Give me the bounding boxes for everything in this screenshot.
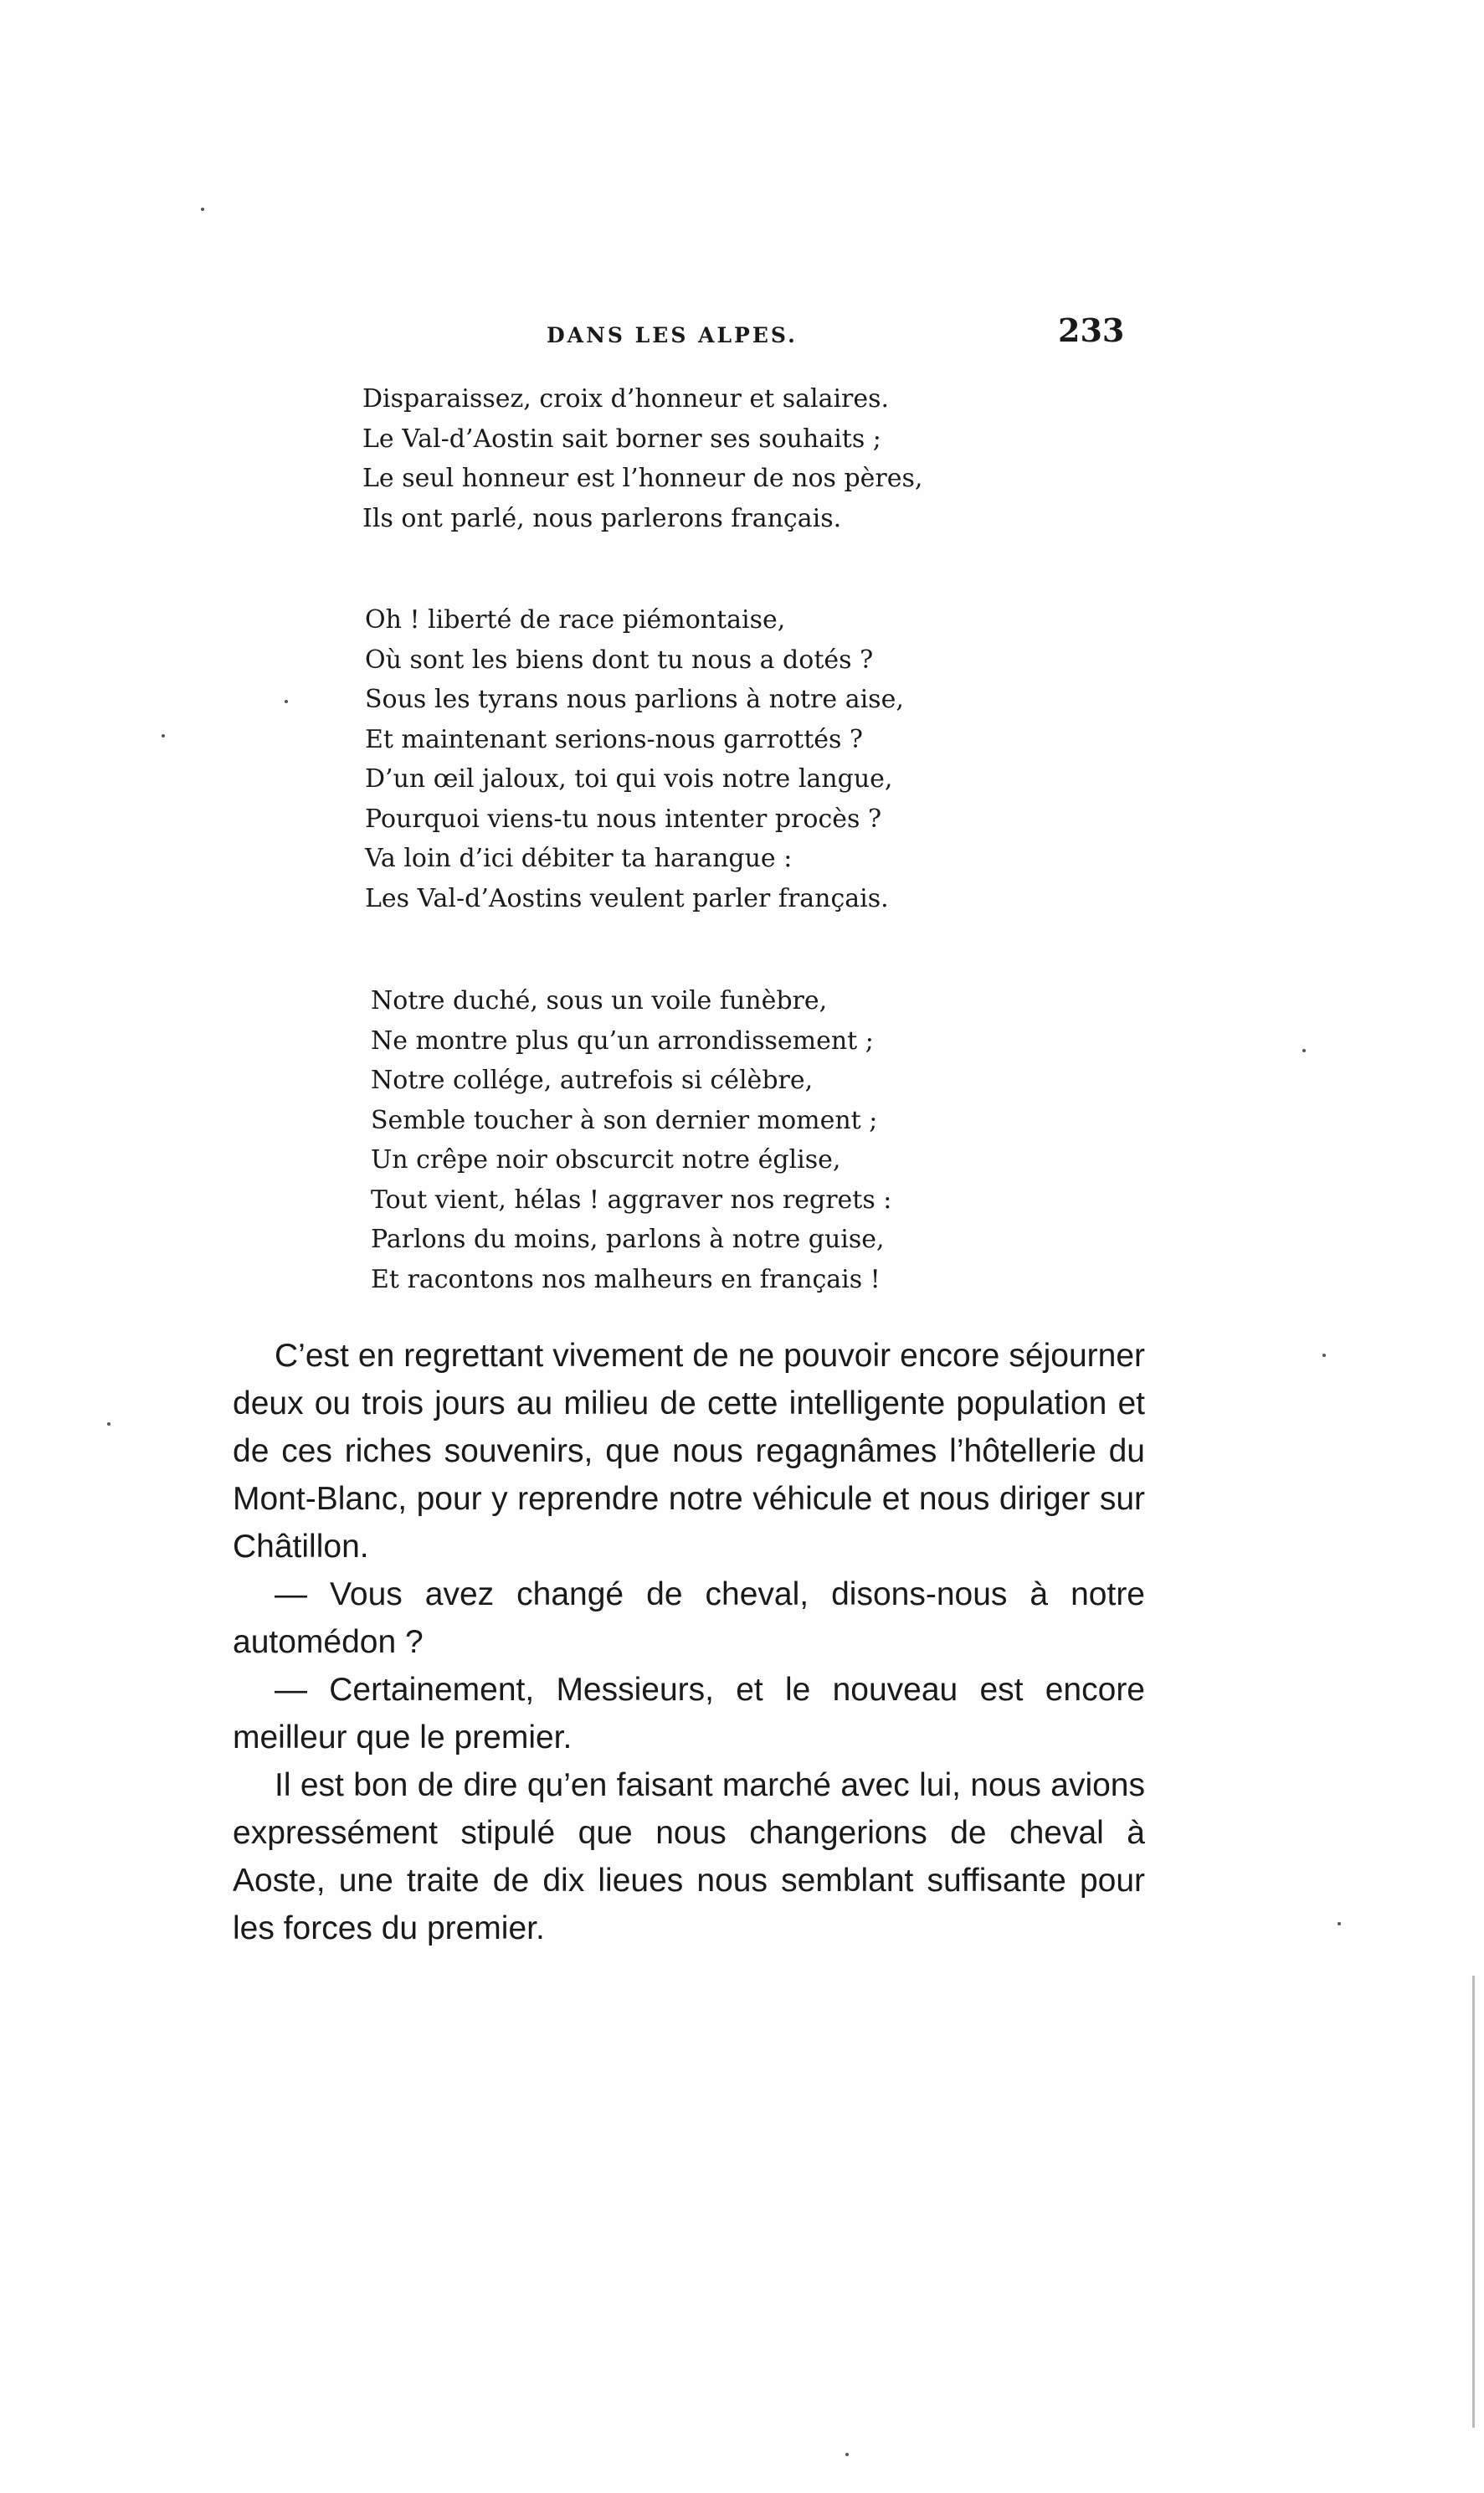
verse-line: Ne montre plus qu’un arrondissement ; <box>371 1025 874 1056</box>
poem-stanza-3 <box>371 981 891 1299</box>
scan-speck <box>1338 1922 1341 1925</box>
page-number: 233 <box>1058 311 1125 349</box>
prose-paragraph: Il est bon de dire qu’en faisant marché avec lui, nous avions expressément stipulé que nous changerions de cheval à Aoste, une traite de dix lieues nous semblant suffisante pour les forces du premier. <box>233 1767 1145 1946</box>
verse-line: Notre collége, autrefois si célèbre, <box>371 1066 814 1095</box>
verse-line: Le Val-d’Aostin sait borner ses souhaits ; <box>362 424 881 454</box>
prose-paragraph: C’est en regrettant vivement de ne pouvoir encore séjourner deux ou trois jours au milieu de cette intelligente population et de ces riches souvenirs, que nous regagnâmes l’hôtellerie du Mont-Blanc, pour y reprendre notre véhicule et nous diriger sur Châtillon. <box>233 1338 1145 1565</box>
scan-speck <box>285 700 288 703</box>
scan-speck <box>1322 1354 1326 1357</box>
verse-line: Semble toucher à son dernier moment ; <box>371 1105 878 1135</box>
verse-line: Et racontons nos malheurs en français ! <box>371 1264 881 1294</box>
verse-line: D’un œil jaloux, toi qui vois notre langue, <box>365 764 893 794</box>
poem-stanza-2 <box>365 600 904 918</box>
scan-speck <box>201 208 204 211</box>
prose-body <box>233 1332 1145 1952</box>
verse-line: Parlons du moins, parlons à notre guise, <box>371 1225 885 1254</box>
poem-stanza-1 <box>362 379 922 538</box>
verse-line: Les Val-d’Aostins veulent parler français. <box>365 883 889 913</box>
verse-line: Sous les tyrans nous parlions à notre aise, <box>365 685 904 714</box>
verse-line: Le seul honneur est l’honneur de nos pères, <box>362 464 923 493</box>
scan-speck <box>845 2453 849 2456</box>
scan-speck <box>107 1422 110 1426</box>
verse-line: Ils ont parlé, nous parlerons français. <box>362 503 842 533</box>
verse-line: Un crêpe noir obscurcit notre église, <box>371 1145 841 1175</box>
running-head: DANS LES ALPES. <box>547 323 798 347</box>
prose-paragraph: — Certainement, Messieurs, et le nouveau est encore meilleur que le premier. <box>233 1672 1145 1755</box>
scan-speck <box>1302 1049 1306 1052</box>
verse-line: Oh ! liberté de race piémontaise, <box>365 605 786 635</box>
verse-line: Où sont les biens dont tu nous a dotés ? <box>365 645 874 675</box>
scan-speck <box>162 734 165 738</box>
verse-line: Notre duché, sous un voile funèbre, <box>371 986 828 1015</box>
verse-line: Pourquoi viens-tu nous intenter procès ? <box>365 804 882 834</box>
verse-line: Disparaissez, croix d’honneur et salaires. <box>362 384 890 414</box>
scan-margin-edge <box>1472 1976 1475 2428</box>
prose-paragraph: — Vous avez changé de cheval, disons-nous à notre automédon ? <box>233 1576 1145 1660</box>
verse-line: Va loin d’ici débiter ta harangue : <box>365 844 793 873</box>
verse-line: Tout vient, hélas ! aggraver nos regrets : <box>371 1185 892 1215</box>
verse-line: Et maintenant serions-nous garrottés ? <box>365 724 864 754</box>
